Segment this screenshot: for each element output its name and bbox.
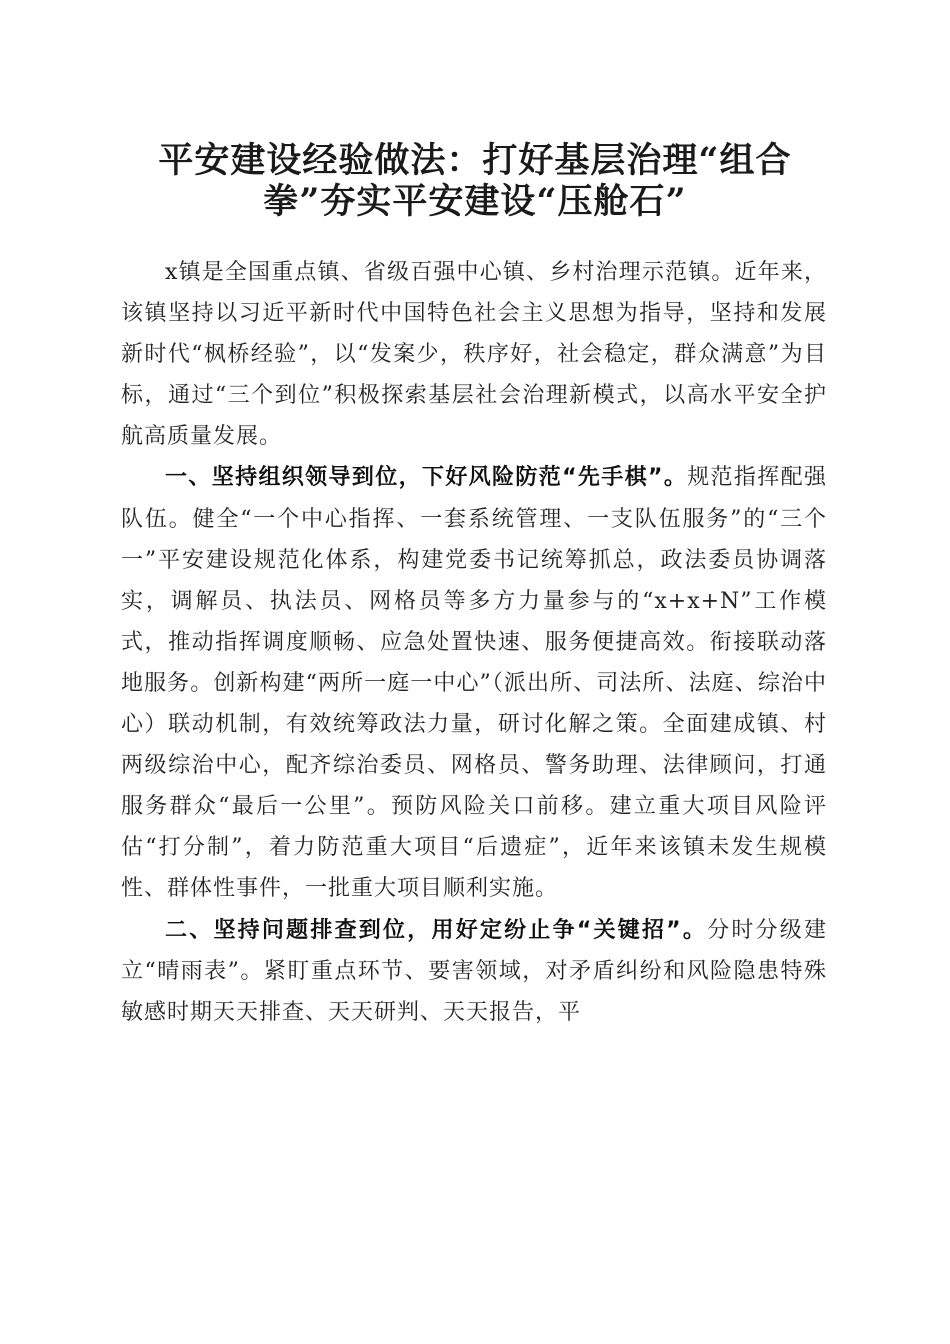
section-heading: 一、坚持组织领导到位，下好风险防范“先手棋”。	[165, 465, 688, 491]
paragraph-text: 规范指挥配强队伍。健全“一个中心指挥、一套系统管理、一支队伍服务”的“三个一”平安建设规范化体系，构建党委书记统筹抓总，政法委员协调落实，调解员、执法员、网格员等多方力量参与的“x+x+N”工作模式，推动指挥调度顺畅、应急处置快速、服务便捷高效。衔接联动落地服务。创新构建“两所一庭一中心”（派出所、司法所、法庭、综治中心）联动机制，有效统筹政法力量，研讨化解之策。全面建成镇、村两级综治中心，配齐综治委员、网格员、警务助理、法律顾问，打通服务群众“最后一公里”。预防风险关口前移。建立重大项目风险评估“打分制”，着力防范重大项目“后遗症”，近年来该镇未发生规模性、群体性事件，一批重大项目顺利实施。	[121, 465, 827, 902]
section-heading: 二、坚持问题排查到位，用好定纷止争“关键招”。	[165, 917, 708, 943]
paragraph-text: x镇是全国重点镇、省级百强中心镇、乡村治理示范镇。近年来，该镇坚持以习近平新时代中国特色社会主义思想为指导，坚持和发展新时代“枫桥经验”，以“发案少，秩序好，社会稳定，群众满意”为目标，通过“三个到位”积极探索基层社会治理新模式，以高水平安全护航高质量发展。	[121, 260, 827, 450]
document-title: 平安建设经验做法：打好基层治理“组合拳”夯实平安建设“压舱石”	[158, 140, 792, 222]
paragraph-intro	[121, 252, 827, 457]
paragraph-section-2	[121, 910, 827, 1033]
paragraph-text: 分时分级建立“晴雨表”。紧盯重点环节、要害领域，对矛盾纠纷和风险隐患特殊敏感时期天天排查、天天研判、天天报告，平	[121, 917, 827, 1025]
document-body	[121, 252, 827, 1033]
paragraph-section-1	[121, 457, 827, 909]
